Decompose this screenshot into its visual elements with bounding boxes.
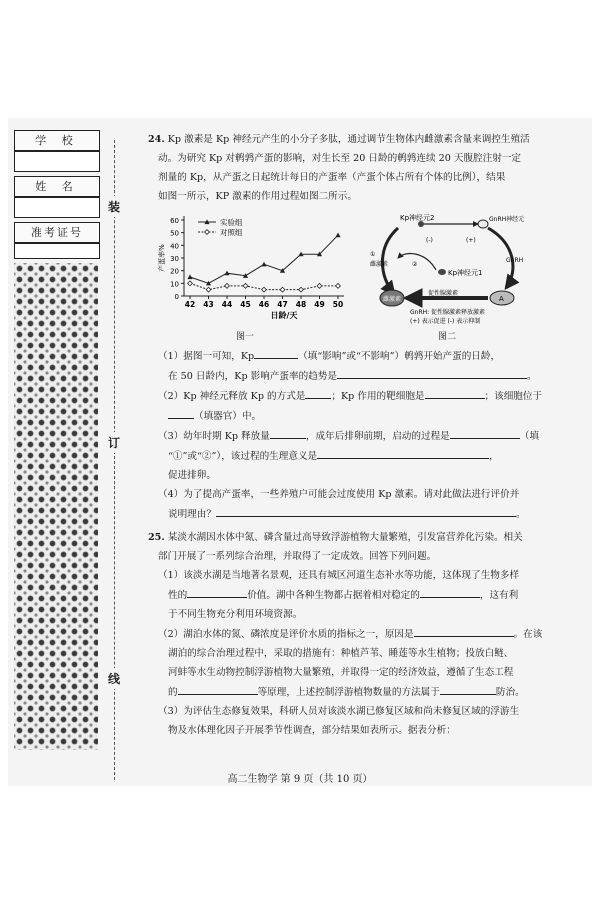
q25-intro-line-1 xyxy=(148,528,568,547)
q24-p2-text-a: （2）Kp 神经元释放 Kp 的方式是 xyxy=(158,391,306,402)
data-point-control xyxy=(243,283,248,288)
q25-p2-blank-3[interactable] xyxy=(440,682,496,695)
data-point-control xyxy=(317,283,322,288)
x-tick-label: 43 xyxy=(203,300,214,309)
diagram-legend-2: (+) 表示促进 (-) 表示抑制 xyxy=(410,318,481,325)
x-axis-label: 日龄/天 xyxy=(270,311,298,320)
legend-marker-control xyxy=(205,230,210,235)
chart-series xyxy=(187,233,340,292)
q25-p1-blank-1[interactable] xyxy=(187,585,247,598)
exam-id-label: 准考证号 xyxy=(14,222,100,243)
cut-mark-zhuang: 装 xyxy=(108,196,120,217)
q24-part-1-line-2: 在 50 日龄内，Kp 影响产蛋率的趋势是 。 xyxy=(148,366,568,386)
organ-a-label: A xyxy=(499,295,504,303)
series-line-experimental xyxy=(190,235,338,283)
data-point-experimental xyxy=(187,274,192,279)
q24-figures xyxy=(148,210,568,344)
q24-part-3-line-1 xyxy=(148,426,568,446)
x-tick-label: 45 xyxy=(240,300,251,309)
q25-p2-blank-2[interactable] xyxy=(178,682,258,695)
figure-2-caption: 图二 xyxy=(438,332,457,342)
x-tick-label: 48 xyxy=(295,300,307,309)
q25-number: 25. xyxy=(148,532,165,543)
data-point-control xyxy=(262,287,267,292)
data-point-control xyxy=(336,283,341,288)
data-point-experimental xyxy=(261,262,266,267)
minus-sign-1: (-) xyxy=(426,237,433,244)
y-tick-label: 40 xyxy=(170,242,179,251)
q25-intro-line-2: 部门开展了一系列综合治理，并取得了一定成效。回答下列问题。 xyxy=(158,551,437,562)
q25-part-1-line-3: 于不同生物充分利用环境资源。 xyxy=(168,609,303,620)
cut-mark-xian: 线 xyxy=(108,668,120,689)
q25-p1-text-b: 性的 xyxy=(168,590,188,601)
q25-part-2-line-1 xyxy=(148,624,568,644)
q24-intro-line-2: 动。为研究 Kp 对鹌鹑产蛋的影响，对生长至 20 日龄的鹌鹑连续 20 天腹腔注射一定 xyxy=(158,153,522,164)
kp-neuron-1-soma xyxy=(438,269,446,275)
figure-1-caption: 图一 xyxy=(236,332,255,342)
q24-intro-line-4: 如图一所示，KP 激素的作用过程如图二所示。 xyxy=(158,191,357,202)
gnrh-neuron-label: GnRH神经元 xyxy=(489,216,525,223)
q25-intro-text-1: 某淡水湖因水体中氮、磷含量过高导致浮游植物大量繁殖，引发富营养化污染。相关 xyxy=(167,532,523,543)
gnrh-label: GnRH xyxy=(506,257,524,264)
y-tick-label: 60 xyxy=(170,217,179,225)
name-label: 姓 名 xyxy=(14,176,100,197)
decorative-pattern xyxy=(14,263,98,750)
q24-p2-text-d: （填器官）中。 xyxy=(194,411,262,422)
q25-part-2-line-2: 湖泊的综合治理过程中，采取的措施有：种植芦苇、睡莲等水生植物；投放白鲢、 xyxy=(168,648,514,659)
data-point-experimental xyxy=(335,233,340,238)
q24-p3-text-b: ，成年后排卵前期，启动的过程是 xyxy=(305,431,450,442)
q25-part-1-line-1: （1）该淡水湖是当地著名景观，还具有城区河道生态补水等功能，这体现了生物多样 xyxy=(158,570,520,581)
x-tick-label: 47 xyxy=(277,300,288,309)
exam-id-field[interactable] xyxy=(14,243,100,259)
cut-mark-ding: 订 xyxy=(108,432,120,453)
kp-neuron-1-label: Kp神经元1 xyxy=(448,269,483,277)
q24-p2-text-b: ；Kp 作用的靶细胞是 xyxy=(331,391,425,402)
q24-p3-blank-3[interactable] xyxy=(317,446,489,459)
q25-part-3-line-1: （3）为评估生态修复效果，科研人员对该淡水湖已修复区域和尚未修复区域的浮游生 xyxy=(158,706,520,717)
q24-part-2-line-1 xyxy=(148,386,568,406)
q25-p2-text-g: 防治。 xyxy=(495,687,525,698)
y-tick-label: 20 xyxy=(170,267,179,276)
estrogen-label: 雌激素 xyxy=(383,296,402,303)
chart-legend xyxy=(198,217,243,237)
figure-2-pathway-diagram xyxy=(366,210,536,326)
q24-p3-text-a: （3）幼年时期 Kp 释放量 xyxy=(158,431,270,442)
q25-p1-blank-2[interactable] xyxy=(420,585,480,598)
q24-p1-blank-2[interactable] xyxy=(337,366,527,379)
q24-p1-text-a: （1）据图一可知，Kp xyxy=(158,351,255,362)
x-tick-label: 46 xyxy=(258,300,270,309)
q24-p3-text-d: “①”或“②”），该过程的生理意义是 xyxy=(168,451,318,462)
q25-p1-text-c: 价值。湖中各种生物都占据着相对稳定的 xyxy=(247,590,420,601)
y-axis-label: 产蛋率% xyxy=(158,244,166,272)
q24-number: 24. xyxy=(148,134,165,145)
school-field[interactable] xyxy=(14,151,100,172)
plus-sign-1: (+) xyxy=(466,237,476,244)
question-content xyxy=(148,130,568,740)
page-footer: 高二生物学 第 9 页（共 10 页） xyxy=(227,774,373,785)
q25-part-2-line-4 xyxy=(148,682,568,702)
gnrh-neuron-soma xyxy=(478,220,488,228)
q24-p3-blank-1[interactable] xyxy=(270,426,306,439)
q24-p3-blank-2[interactable] xyxy=(450,426,520,439)
y-tick-label: 30 xyxy=(170,255,179,263)
q24-p2-blank-1[interactable] xyxy=(305,386,331,399)
q24-part-4-line-1: （4）为了提高产蛋率，一些养殖户可能会过度使用 Kp 激素。请对此做法进行评价并 xyxy=(158,489,520,500)
data-point-control xyxy=(206,287,211,292)
legend-label: 实验组 xyxy=(220,218,243,227)
data-point-experimental xyxy=(224,271,229,276)
data-point-control xyxy=(188,281,193,286)
x-tick-label: 50 xyxy=(332,300,344,309)
q24-p4-blank[interactable] xyxy=(216,504,516,517)
q24-part-3-line-3: 促进排卵。 xyxy=(168,470,216,481)
q25-p1-text-d: ，这有利 xyxy=(479,590,519,601)
kp-neuron-2-label: Kp神经元2 xyxy=(400,214,435,222)
q24-part-1-line-1 xyxy=(148,346,568,366)
q24-p1-text-b: （填“影响”或“不影响”）鹌鹑开始产蛋的日龄， xyxy=(298,351,501,362)
q24-p2-text-c: ；该细胞位于 xyxy=(484,391,543,402)
q25-p2-text-f: 等原理，上述控制浮游植物数量的方法属于 xyxy=(257,687,440,698)
figure-1-line-chart xyxy=(154,210,354,326)
q25-p2-text-e: 的 xyxy=(168,687,178,698)
data-point-control xyxy=(299,287,304,292)
q24-p2-blank-2[interactable] xyxy=(425,386,485,399)
y-tick-label: 0 xyxy=(174,293,179,301)
q24-intro-line-1 xyxy=(148,130,568,149)
q25-part-3-line-2: 物及水体理化因子开展季节性调查，部分结果如表所示。据表分析： xyxy=(168,725,456,736)
q24-part-4-line-2: 说明理由？ 。 xyxy=(148,504,568,524)
circle-2-mark: ② xyxy=(412,261,418,268)
q24-intro-text-1: Kp 激素是 Kp 神经元产生的小分子多肽，通过调节生物体内雌激素含量来调控生殖活 xyxy=(167,134,530,145)
data-point-control xyxy=(225,283,230,288)
q24-intro-line-3: 剂量的 Kp，从产蛋之日起统计每日的产蛋率（产蛋个体占所有个体的比例），结果 xyxy=(158,172,506,183)
diagram-legend-1: GnRH: 促性腺激素释放激素 xyxy=(410,309,486,316)
x-tick-label: 42 xyxy=(184,300,196,309)
fsh-label: 促性腺激素 xyxy=(428,290,459,297)
y-tick-label: 10 xyxy=(170,280,179,289)
q24-part-3-line-2: “①”或“②”），该过程的生理意义是 ， xyxy=(148,446,568,466)
q25-part-1-line-2 xyxy=(148,585,568,605)
q24-p4-text-b: 说明理由？ xyxy=(168,509,216,520)
data-point-control xyxy=(280,287,285,292)
x-tick-label: 49 xyxy=(314,300,325,309)
y-tick-label: 50 xyxy=(170,229,179,238)
chart-ticks xyxy=(170,217,343,309)
q24-part-2-line-2 xyxy=(148,406,568,426)
q24-p1-text-c: 在 50 日龄内，Kp 影响产蛋率的趋势是 xyxy=(168,371,337,382)
q25-p2-text-b: 。在该 xyxy=(513,629,543,640)
legend-label: 对照组 xyxy=(220,228,243,237)
school-label: 学 校 xyxy=(14,130,100,151)
q24-p3-text-c: （填 xyxy=(519,431,539,442)
estrogen-side-label: 雌激素 xyxy=(370,261,389,268)
q25-p2-blank-1[interactable] xyxy=(414,624,514,637)
q24-p2-blank-3[interactable] xyxy=(168,406,194,419)
circle-1-mark: ① xyxy=(370,251,376,258)
q25-part-2-line-3: 河蚌等水生动物控制浮游植物大量繁殖，并取得一定的经济效益，遵循了生态工程 xyxy=(168,667,514,678)
x-tick-label: 44 xyxy=(221,300,233,309)
name-field[interactable] xyxy=(14,197,100,218)
q25-p2-text-a: （2）湖泊水体的氮、磷浓度是评价水质的指标之一，原因是 xyxy=(158,629,414,640)
q24-p1-blank-1[interactable] xyxy=(254,346,298,359)
